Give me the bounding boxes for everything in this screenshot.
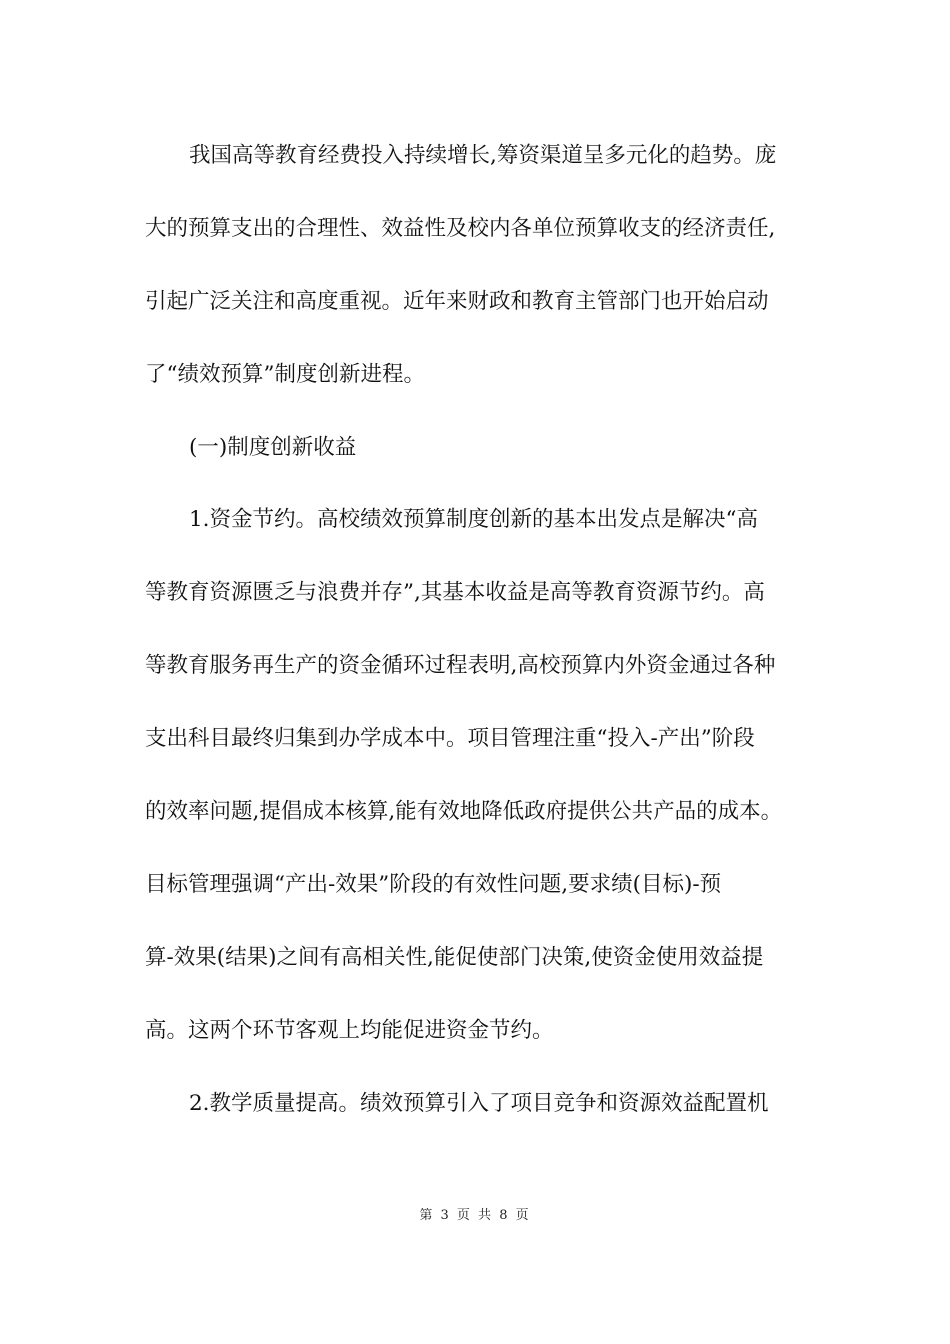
body-text: [145, 128, 810, 1148]
section-heading: (一)制度创新收益: [189, 434, 357, 460]
text-line: 算-效果(结果)之间有高相关性,能促使部门决策,使资金使用效益提: [145, 944, 764, 970]
text-line: 高。这两个环节客观上均能促进资金节约。: [145, 1017, 554, 1043]
text-line: 我国高等教育经费投入持续增长,筹资渠道呈多元化的趋势。庞: [189, 143, 777, 168]
text-line: 目标管理强调“产出-效果”阶段的有效性问题,要求绩(目标)-预: [145, 871, 722, 897]
text-line: 引起广泛关注和高度重视。近年来财政和教育主管部门也开始启动: [145, 288, 769, 314]
text-line: 1.资金节约。高校绩效预算制度创新的基本出发点是解决“高: [189, 507, 759, 533]
text-line: 大的预算支出的合理性、效益性及校内各单位预算收支的经济责任,: [145, 215, 776, 241]
text-line: 2.教学质量提高。绩效预算引入了项目竞争和资源效益配置机: [189, 1090, 769, 1116]
text-line: 的效率问题,提倡成本核算,能有效地降低政府提供公共产品的成本。: [145, 799, 783, 825]
text-line: 等教育资源匮乏与浪费并存”,其基本收益是高等教育资源节约。高: [145, 580, 765, 606]
text-line: 等教育服务再生产的资金循环过程表明,高校预算内外资金通过各种: [145, 653, 776, 679]
text-line: 支出科目最终归集到办学成本中。项目管理注重“投入-产出”阶段: [145, 726, 755, 752]
page-number-footer: 第 3 页 共 8 页: [419, 1208, 531, 1223]
text-line: 了“绩效预算”制度创新进程。: [145, 361, 425, 387]
